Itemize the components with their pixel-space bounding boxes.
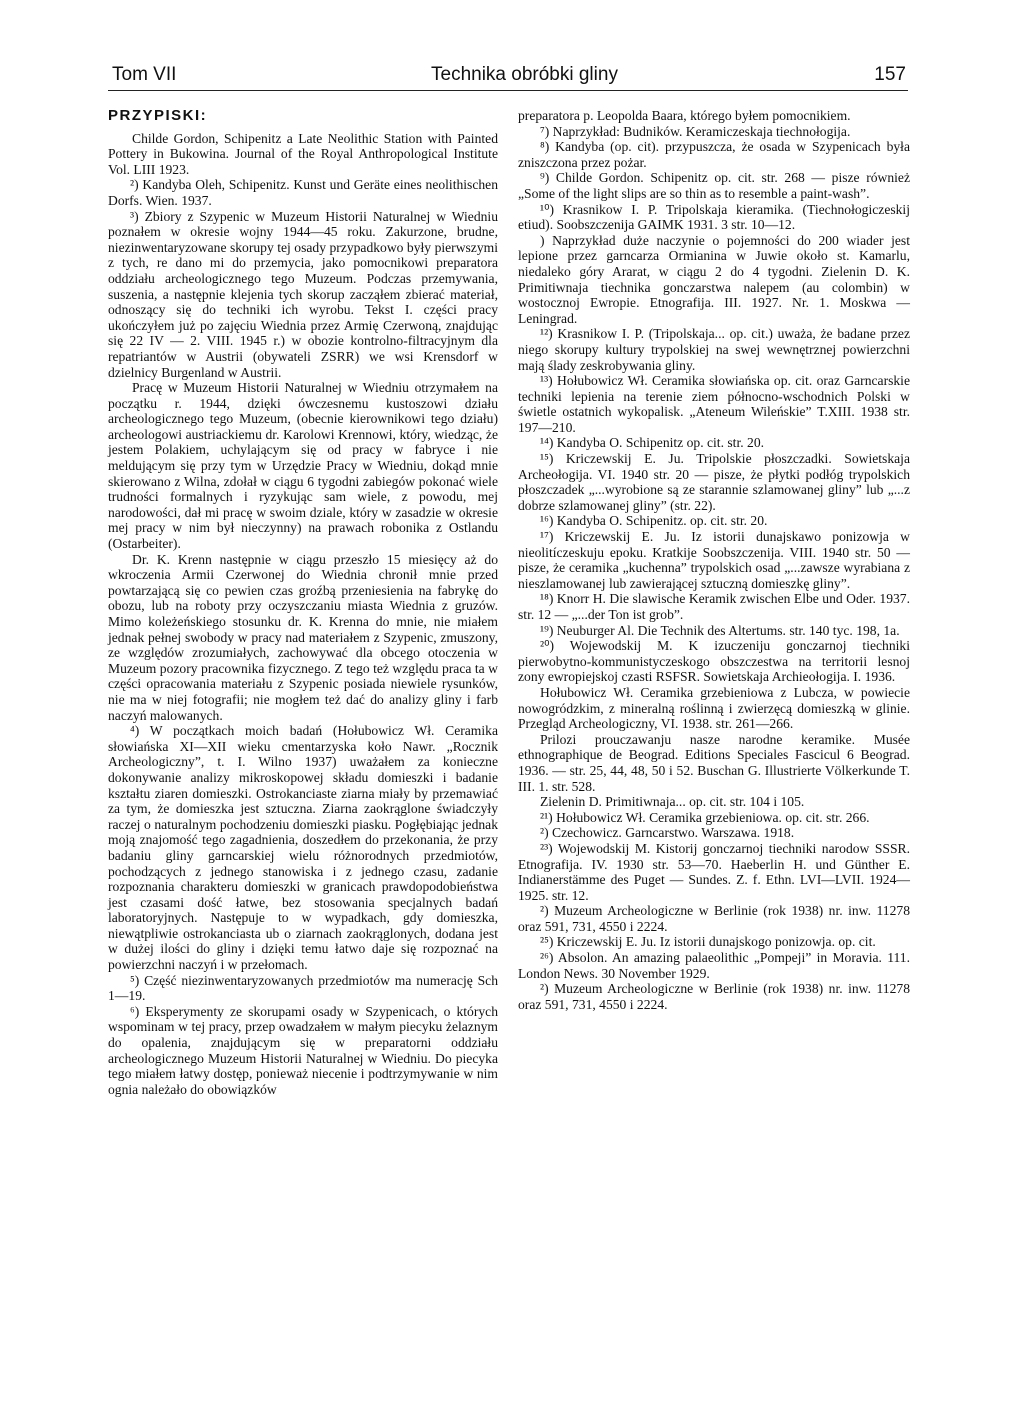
footnote-20-continued: Hołubowicz Wł. Ceramika grzebieniowa z Lubcza, w powiecie nowogródzkim, z mineralną roślinną i zwierzęcą domieszką w glinie. Przegląd Archeologiczny, VI. 1938. str. 261—266. <box>518 684 910 732</box>
footnote-6: ⁶) Eksperymenty ze skorupami osady w Szypenicach, o których wspominam w tej pracy, przep owadzałem w małym piecyku żelaznym do opalenia, znajdującym się w preparatorni oddziału archeologicznego Muzeum Historii Naturalnej w Wiedniu. Do piecyka tego miałem łatwy dostęp, ponieważ niecenie i podtrzymywanie w nim ognia należało do obowiązków <box>108 1003 498 1097</box>
footnote-20: ²⁰) Wojewodskij M. K izuczeniju gonczarnoj tiechniki pierwobytno-kommunistyczeskogo obszczestwa na territorii lesnoj zony ewropiejskoj czasti RSFSR. Sowietskaja Archieołogija. I. 1936. <box>518 638 910 685</box>
footnote-16: ¹⁶) Kandyba O. Schipenitz. op. cit. str. 20. <box>540 513 768 529</box>
footnote-1: Childe Gordon, Schipenitz a Late Neolithic Station with Painted Pottery in Bukowina. Journal of the Royal Anthropological Institute Vol. LIII 1923. <box>108 130 498 177</box>
footnote-12: ¹²) Krasnikow I. P. (Tripolskaja... op. cit.) uważa, że badane przez niego skorupy kultury trypolskiej na swej wewnętrznej powierzchni mają ślady zeskrobywania gliny. <box>518 326 910 373</box>
footnote-3: ³) Zbiory z Szypenic w Muzeum Historii Naturalnej w Wiedniu poznałem w okresie wojny 1944—45 roku. Zakurzone, brudne, niezinwentaryzowane skorupy tej osady przypadkowo były pierwszymi z tych, re dano mi do przemycia, jako pomocnikowi preparatora oddziału archeologicznego tego Muzeum. Podczas przemywania, suszenia, a następnie klejenia tych skorup zacząłem zbierać materiał, odnoszący się do techniki ich wyrobu. Tekst I. części pracy ukończyłem już po zajęciu Wiednia przez Armię Czerwoną, znajdując się 22 IV — 2. VIII. 1945 r.) w obozie kontrolno-filtracyjnym dla repatriantów w Austrii (obywateli ZSRR) we wsi Krensdorf w dzielnicy Burgenland w Austrii. <box>108 208 498 380</box>
footnote-3-continued-2: Dr. K. Krenn następnie w ciągu przeszło 15 miesięcy aż do wkroczenia Armii Czerwonej do Wiednia chronił mnie przed powtarzającą się co pewien czas groźbą przeniesienia na fabrykę do obozu, lub na roboty przy oczyszczaniu miasta Wiednia z gruzów. Mimo koleżeńskiego stosunku dr. K. Krenna do mnie, nie miałem jednak pełnej swobody w pracy nad materiałem z Szypenic, zmuszony, ze względów zrozumiałych, zachowywać dla obcego otoczenia w Muzeum pozory pracownika fizycznego. Z tego też względu praca ta w części opracowania materiału z Szypenic posiada niewiele rysunków, nie ma w niej fotografii; nie mogłem też dać do analizy gliny i farb naczyń malowanych. <box>108 551 498 723</box>
footnote-11: ) Naprzykład duże naczynie o pojemności do 200 wiader jest lepione przez garncarza Ormianina w Juwie około st. Kamarlu, niedaleko góry Ararat, w ciągu 2 do 4 tygodni. Zielenin D. K. Primitiwnaja tiechnika gonczarstwa nalepem (au colombin) w wostocznoj Ewropie. Etnografija. III. 1927. Nr. 1. Moskwa —Leningrad. <box>518 232 910 326</box>
volume-label: Tom VII <box>112 64 177 85</box>
footnote-2: ²) Kandyba Oleh, Schipenitz. Kunst und Geräte eines neolithischen Dorfs. Wien. 1937. <box>108 177 498 208</box>
footnote-5: ⁵) Część niezinwentaryzowanych przedmiotów ma numerację Sch 1—19. <box>108 972 498 1004</box>
footnote-8: ⁸) Kandyba (op. cit). przypuszcza, że osada w Szypenicach była zniszczona przez pożar. <box>518 139 910 170</box>
footnote-15: ¹⁵) Kriczewskij E. Ju. Tripolskie płoszczadki. Sowietskaja Archeołogija. VI. 1940 str. 20 — pisze, że płytki podłóg trypolskich płoszczadek „...wyrobione są ze starannie szlamowanej gliny” lub „...z dobrze szlamowanej gliny” (str. 22). <box>518 451 910 513</box>
footnote-24: ²) Muzeum Archeologiczne w Berlinie (rok 1938) nr. inw. 11278 oraz 591, 731, 4550 i 2224. <box>518 903 910 934</box>
footnote-21: ²¹) Hołubowicz Wł. Ceramika grzebieniowa. op. cit. str. 266. <box>540 809 870 825</box>
footnote-14: ¹⁴) Kandyba O. Schipenitz op. cit. str. 20. <box>540 435 765 451</box>
footnote-13: ¹³) Hołubowicz Wł. Ceramika słowiańska op. cit. oraz Garncarskie techniki lepienia na terenie ziem północno-wschodnich Polski w świetle ostatnich wykopalisk. „Ateneum Wileńskie” T.XIII. 1938 str. 197—210. <box>518 373 910 435</box>
page-number: 157 <box>874 64 906 85</box>
footnote-6-continued: preparatora p. Leopolda Baara, którego byłem pomocnikiem. <box>518 108 851 123</box>
footnote-22: ²) Czechowicz. Garncarstwo. Warszawa. 1918. <box>540 825 795 841</box>
left-column <box>108 108 498 1097</box>
footnote-20-continued-3: Zielenin D. Primitiwnaja... op. cit. str. 104 i 105. <box>540 794 805 810</box>
footnote-3-continued: Pracę w Muzeum Historii Naturalnej w Wiedniu otrzymałem na początku r. 1944, dzięki ówczesnemu kustoszowi działu archeologicznego tego Muzeum, (obecnie kierownikowi tego działu) archeologowi austriackiemu dr. Karolowi Krennowi, który, wiedząc, że jestem Polakiem, uchylającym się od pracy w fabryce i nie meldującym się przy tym w Urzędzie Pracy w Wiedniu, dokąd mnie skierowano z Wilna, zdołał w ciągu 6 tygodni zabiegów pokonać wiele trudności formalnych i ryzykując sam wiele, z powodu, mej narodowości, dał mi pracę w swoim dziale, który w zasadzie w okresie mej pracy w nim był nieczynny) na prawach robonika z Ostlandu (Ostarbeiter). <box>108 380 498 552</box>
footnote-18: ¹⁸) Knorr H. Die slawische Keramik zwischen Elbe und Oder. 1937. str. 12 — „...der Ton ist grob”. <box>518 591 910 622</box>
footnote-17: ¹⁷) Kriczewskij E. Ju. Iz istorii dunajskawo ponizowja w nieolitíczeskuju epoku. Kratkije Soobszczenija. VIII. 1940 str. 50 — pisze, że ceramika „kuchenna” trypolskich osad „...zawsze wyrabiana z nieszlamowanej lub zawierającej sztuczną domieszkę gliny”. <box>518 529 910 591</box>
running-title: Technika obróbki gliny <box>431 64 618 85</box>
running-header <box>108 62 908 91</box>
footnote-10: ¹⁰) Krasnikow I. P. Tripolskaja kieramika. (Tiechnołogiczeskij etiud). Soobszczenija GAIMK 1931. 3 str. 10—12. <box>518 201 910 233</box>
right-column <box>518 108 910 1012</box>
footnote-23: ²³) Wojewodskij M. Kistorij gonczarnoj tiechniki narodow SSSR. Etnografija. IV. 1930 str. 53—70. Haeberlin H. und Günther E. Indianerstämme des Puget — Sundes. Z. f. Ethn. LVI—LVII. 1924— 1925. str. 12. <box>518 840 910 903</box>
footnote-25: ²⁵) Kriczewskij E. Ju. Iz istorii dunajskogo ponizowja. op. cit. <box>540 934 876 950</box>
footnote-26: ²⁶) Absolon. An amazing palaeolithic „Pompeji” in Moravia. 111. London News. 30 November 1929. <box>518 950 910 981</box>
footnote-4: ⁴) W początkach moich badań (Hołubowicz Wł. Ceramika słowiańska XI—XII wieku cmentarzyska koło Nawr. „Rocznik Archeologiczny”, t. I. Wilno 1937) uważałem za konieczne dokonywanie analizy mikroskopowej składu domieszki i badanie kształtu ziaren domieszki. Ostrokanciaste ziarna miały by przemawiać za tym, że domieszka jest sztuczna. Ziarna zaokrąglone świadczyły raczej o naturalnym pochodzeniu domieszki piasku. Pogłębiając jednak moją znajomość tego zagadnienia, doszedłem do przekonania, że przy badaniu gliny garncarskiej wielu różnorodnych przedmiotów, pochodzących z jednego stanowiska i z jednego czasu, zadanie rozpoznania charakteru domieszki w granicach prawdopodobieństwa jest czasami dość łatwe, bez stosowania specjalnych badań laboratoryjnych. Następuje to w wypadkach, gdy domieszka, niewątpliwie ostrokanciasta ub o ziarnach zaokrąglonych, dodana jest w dużej ilości do gliny i dzięki temu łatwo daje się rozpoznać na powierzchni naczyń i w przełomach. <box>108 723 498 973</box>
footnote-9: ⁹) Childe Gordon. Schipenitz op. cit. str. 268 — pisze również „Some of the light slips are so thin as to resemble a paint-wash”. <box>518 170 910 201</box>
footnote-27: ²) Muzeum Archeologiczne w Berlinie (rok 1938) nr. inw. 11278 oraz 591, 731, 4550 i 2224. <box>518 981 910 1012</box>
footnote-19: ¹⁹) Neuburger Al. Die Technik des Altertums. str. 140 tyc. 198, 1a. <box>540 622 900 638</box>
notes-heading: PRZYPISKI: <box>108 107 208 124</box>
footnote-20-continued-2: Prilozi prouczawanju nasze narodne keramike. Musée ethnographique de Beograd. Editions Speciales Fascicul 6 Beograd. 1936. — str. 25, 44, 48, 50 i 52. Buschan G. Illustrierte Völkerkunde T. III. 1. str. 528. <box>518 731 910 794</box>
footnote-7: ⁷) Naprzykład: Budników. Keramiczeskaja tiechnołogija. <box>540 123 851 139</box>
